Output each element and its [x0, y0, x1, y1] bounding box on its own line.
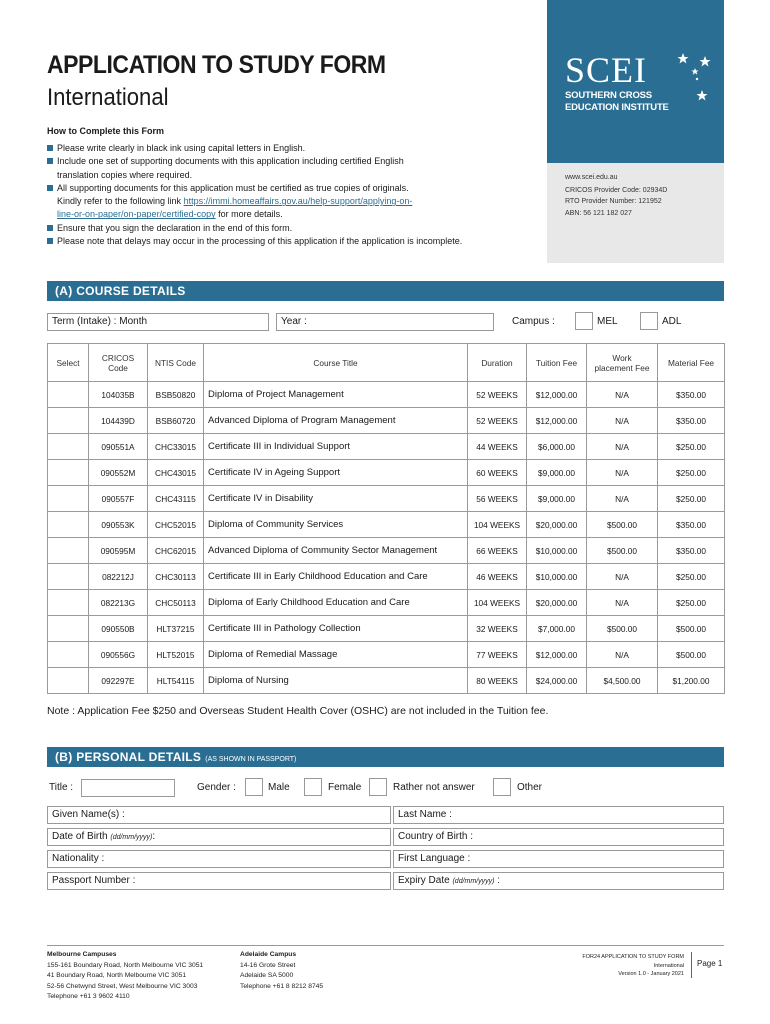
- bullet-icon: [47, 238, 53, 244]
- cell-work: N/A: [587, 460, 658, 486]
- cell-fee: $12,000.00: [527, 382, 587, 408]
- cell-work: N/A: [587, 564, 658, 590]
- table-row: [48, 538, 725, 564]
- instruction-item: Please write clearly in black ink using capital letters in English.: [47, 142, 537, 155]
- melbourne-campuses: Melbourne Campuses 155-161 Boundary Road, North Melbourne VIC 3051 41 Boundary Road, North Melbourne VIC 3051 52-56 Chetwynd Street, West Melbourne VIC 3003 Telephone +61 3 9602 4110: [47, 951, 204, 1000]
- select-cell[interactable]: [48, 382, 89, 408]
- cell-ntis: BSB50820: [148, 382, 204, 408]
- select-cell[interactable]: [48, 460, 89, 486]
- cell-ntis: HLT37215: [148, 616, 204, 642]
- personal-details-heading: (B) PERSONAL DETAILS (AS SHOWN IN PASSPORT): [47, 747, 724, 767]
- cell-duration: 104 WEEKS: [468, 512, 527, 538]
- howto-heading: How to Complete this Form: [47, 126, 164, 136]
- cell-material: $250.00: [658, 486, 725, 512]
- cell-material: $250.00: [658, 564, 725, 590]
- cell-ntis: CHC33015: [148, 434, 204, 460]
- cell-material: $350.00: [658, 512, 725, 538]
- cell-material: $250.00: [658, 434, 725, 460]
- cell-material: $350.00: [658, 382, 725, 408]
- cell-fee: $7,000.00: [527, 616, 587, 642]
- col-cricos: CRICOS Code: [89, 344, 148, 382]
- term-intake-field[interactable]: Term (Intake) : Month: [47, 313, 269, 331]
- gender-other-label: Other: [517, 782, 543, 793]
- col-work-placement-fee: Work placement Fee: [587, 344, 658, 382]
- cell-cricos: 090595M: [89, 538, 148, 564]
- gender-male-label: Male: [268, 782, 290, 793]
- cell-title: Advanced Diploma of Program Management: [204, 408, 468, 434]
- page-subtitle: International: [47, 84, 169, 111]
- table-row: [48, 590, 725, 616]
- select-cell[interactable]: [48, 668, 89, 694]
- cell-fee: $9,000.00: [527, 460, 587, 486]
- bullet-icon: [47, 225, 53, 231]
- cell-ntis: CHC52015: [148, 512, 204, 538]
- cell-cricos: 090553K: [89, 512, 148, 538]
- cell-title: Certificate III in Individual Support: [204, 434, 468, 460]
- select-cell[interactable]: [48, 434, 89, 460]
- cell-material: $1,200.00: [658, 668, 725, 694]
- cell-duration: 77 WEEKS: [468, 642, 527, 668]
- cell-material: $250.00: [658, 460, 725, 486]
- cell-material: $250.00: [658, 590, 725, 616]
- cell-title: Diploma of Early Childhood Education and Care: [204, 590, 468, 616]
- cell-duration: 52 WEEKS: [468, 382, 527, 408]
- cell-duration: 44 WEEKS: [468, 434, 527, 460]
- cell-title: Diploma of Community Services: [204, 512, 468, 538]
- cell-ntis: CHC30113: [148, 564, 204, 590]
- southern-cross-stars-icon: [675, 50, 720, 105]
- select-cell[interactable]: [48, 486, 89, 512]
- given-name-field[interactable]: Given Name(s) :: [47, 806, 391, 824]
- cell-fee: $6,000.00: [527, 434, 587, 460]
- cell-material: $500.00: [658, 616, 725, 642]
- bullet-icon: [47, 185, 53, 191]
- cell-ntis: CHC62015: [148, 538, 204, 564]
- institute-name: [565, 90, 669, 114]
- select-cell[interactable]: [48, 590, 89, 616]
- institute-name-line1: SOUTHERN CROSS: [565, 90, 652, 101]
- col-duration: Duration: [468, 344, 527, 382]
- cell-cricos: 104035B: [89, 382, 148, 408]
- table-row: [48, 564, 725, 590]
- cell-cricos: 082213G: [89, 590, 148, 616]
- title-label: Title :: [49, 782, 74, 793]
- cell-fee: $24,000.00: [527, 668, 587, 694]
- fee-note: Note : Application Fee $250 and Overseas Student Health Cover (OSHC) are not included in the Tuition fee.: [47, 705, 549, 717]
- scei-logo: SCEI: [565, 50, 648, 90]
- campus-adl-label: ADL: [662, 316, 682, 327]
- date-of-birth-field[interactable]: Date of Birth (dd/mm/yyyy):: [47, 828, 391, 846]
- page-number: Page 1: [697, 959, 723, 968]
- gender-other-checkbox[interactable]: [493, 778, 511, 796]
- adelaide-campus: Adelaide Campus 14-16 Grote Street Adelaide SA 5000 Telephone +61 8 8212 8745: [240, 951, 324, 990]
- table-header-row: [48, 344, 725, 382]
- campus-adl-checkbox[interactable]: [640, 312, 658, 330]
- select-cell[interactable]: [48, 538, 89, 564]
- brand-panel: [547, 0, 724, 163]
- gender-rather-not-checkbox[interactable]: [369, 778, 387, 796]
- select-cell[interactable]: [48, 616, 89, 642]
- col-select: Select: [48, 344, 89, 382]
- provider-info: [547, 163, 724, 263]
- cell-fee: $20,000.00: [527, 590, 587, 616]
- table-row: [48, 434, 725, 460]
- year-field[interactable]: Year :: [276, 313, 494, 331]
- campus-label: Campus :: [512, 316, 555, 327]
- title-field[interactable]: [81, 779, 175, 797]
- cell-fee: $12,000.00: [527, 408, 587, 434]
- form-version-info: FOR24 APPLICATION TO STUDY FORM International Version 1.0 - January 2021: [582, 954, 684, 977]
- cell-cricos: 104439D: [89, 408, 148, 434]
- page-separator: [691, 952, 692, 978]
- cell-work: N/A: [587, 590, 658, 616]
- table-row: [48, 408, 725, 434]
- cell-cricos: 090557F: [89, 486, 148, 512]
- col-tuition-fee: Tuition Fee: [527, 344, 587, 382]
- table-row: [48, 616, 725, 642]
- cell-work: N/A: [587, 642, 658, 668]
- course-table: [47, 343, 725, 694]
- gender-label: Gender :: [197, 782, 236, 793]
- cell-duration: 60 WEEKS: [468, 460, 527, 486]
- page-title: APPLICATION TO STUDY FORM: [47, 51, 386, 79]
- rto-number: RTO Provider Number: 121952: [565, 198, 662, 205]
- table-row: [48, 382, 725, 408]
- cell-work: $4,500.00: [587, 668, 658, 694]
- table-row: [48, 668, 725, 694]
- instruction-item: Ensure that you sign the declaration in the end of this form.: [47, 222, 537, 235]
- cell-duration: 32 WEEKS: [468, 616, 527, 642]
- cell-cricos: 082212J: [89, 564, 148, 590]
- cell-duration: 52 WEEKS: [468, 408, 527, 434]
- cell-work: $500.00: [587, 538, 658, 564]
- cell-material: $350.00: [658, 538, 725, 564]
- cell-work: N/A: [587, 434, 658, 460]
- cricos-code: CRICOS Provider Code: 02934D: [565, 187, 668, 194]
- cell-title: Diploma of Project Management: [204, 382, 468, 408]
- cell-fee: $9,000.00: [527, 486, 587, 512]
- select-cell[interactable]: [48, 642, 89, 668]
- gender-rather-not-label: Rather not answer: [393, 782, 475, 793]
- instructions-list: [47, 142, 537, 248]
- website-link[interactable]: www.scei.edu.au: [565, 174, 618, 181]
- select-cell[interactable]: [48, 512, 89, 538]
- cell-ntis: BSB60720: [148, 408, 204, 434]
- cell-work: $500.00: [587, 512, 658, 538]
- select-cell[interactable]: [48, 564, 89, 590]
- bullet-icon: [47, 158, 53, 164]
- cell-title: Advanced Diploma of Community Sector Management: [204, 538, 468, 564]
- col-material-fee: Material Fee: [658, 344, 725, 382]
- cell-duration: 66 WEEKS: [468, 538, 527, 564]
- cell-ntis: CHC43115: [148, 486, 204, 512]
- cell-duration: 104 WEEKS: [468, 590, 527, 616]
- cell-duration: 80 WEEKS: [468, 668, 527, 694]
- cell-ntis: HLT54115: [148, 668, 204, 694]
- last-name-field[interactable]: Last Name :: [393, 806, 724, 824]
- abn-number: ABN: 56 121 182 027: [565, 210, 632, 217]
- course-details-heading: (A) COURSE DETAILS: [47, 281, 724, 301]
- instruction-item: Include one set of supporting documents with this application including certified English translation copies where required.: [47, 155, 537, 182]
- cell-cricos: 092297E: [89, 668, 148, 694]
- cell-title: Diploma of Remedial Massage: [204, 642, 468, 668]
- expiry-date-field[interactable]: Expiry Date (dd/mm/yyyy) :: [393, 872, 724, 890]
- country-of-birth-field[interactable]: Country of Birth :: [393, 828, 724, 846]
- table-row: [48, 512, 725, 538]
- cell-work: N/A: [587, 408, 658, 434]
- footer-divider: [47, 945, 724, 946]
- first-language-field[interactable]: First Language :: [393, 850, 724, 868]
- table-row: [48, 486, 725, 512]
- cell-work: N/A: [587, 486, 658, 512]
- cell-ntis: HLT52015: [148, 642, 204, 668]
- col-course-title: Course Title: [204, 344, 468, 382]
- instruction-item: All supporting documents for this application must be certified as true copies of originals. Kindly refer to the following link https://immi.homeaffairs.gov.au/help-support/applying-on- line-or-on-paper/on-paper/certified-copy for more details.: [47, 182, 537, 222]
- passport-number-field[interactable]: Passport Number :: [47, 872, 391, 890]
- cell-ntis: CHC43015: [148, 460, 204, 486]
- cell-ntis: CHC50113: [148, 590, 204, 616]
- cell-material: $500.00: [658, 642, 725, 668]
- institute-name-line2: EDUCATION INSTITUTE: [565, 102, 669, 113]
- table-row: [48, 460, 725, 486]
- cell-cricos: 090551A: [89, 434, 148, 460]
- cell-title: Certificate IV in Disability: [204, 486, 468, 512]
- cell-cricos: 090550B: [89, 616, 148, 642]
- col-ntis: NTIS Code: [148, 344, 204, 382]
- cell-fee: $20,000.00: [527, 512, 587, 538]
- cell-fee: $12,000.00: [527, 642, 587, 668]
- table-row: [48, 642, 725, 668]
- campus-mel-label: MEL: [597, 316, 618, 327]
- nationality-field[interactable]: Nationality :: [47, 850, 391, 868]
- bullet-icon: [47, 145, 53, 151]
- gender-male-checkbox[interactable]: [245, 778, 263, 796]
- cell-title: Certificate III in Early Childhood Education and Care: [204, 564, 468, 590]
- certified-copy-link[interactable]: https://immi.homeaffairs.gov.au/help-support/applying-on-: [183, 196, 413, 207]
- cell-fee: $10,000.00: [527, 538, 587, 564]
- cell-cricos: 090556G: [89, 642, 148, 668]
- gender-female-checkbox[interactable]: [304, 778, 322, 796]
- instruction-item: Please note that delays may occur in the processing of this application if the application is incomplete.: [47, 235, 537, 248]
- gender-female-label: Female: [328, 782, 362, 793]
- cell-title: Diploma of Nursing: [204, 668, 468, 694]
- campus-mel-checkbox[interactable]: [575, 312, 593, 330]
- cell-duration: 56 WEEKS: [468, 486, 527, 512]
- cell-duration: 46 WEEKS: [468, 564, 527, 590]
- select-cell[interactable]: [48, 408, 89, 434]
- cell-work: N/A: [587, 382, 658, 408]
- cell-work: $500.00: [587, 616, 658, 642]
- cell-material: $350.00: [658, 408, 725, 434]
- cell-title: Certificate IV in Ageing Support: [204, 460, 468, 486]
- cell-cricos: 090552M: [89, 460, 148, 486]
- cell-title: Certificate III in Pathology Collection: [204, 616, 468, 642]
- certified-copy-link-cont[interactable]: line-or-on-paper/on-paper/certified-copy: [57, 209, 216, 220]
- cell-fee: $10,000.00: [527, 564, 587, 590]
